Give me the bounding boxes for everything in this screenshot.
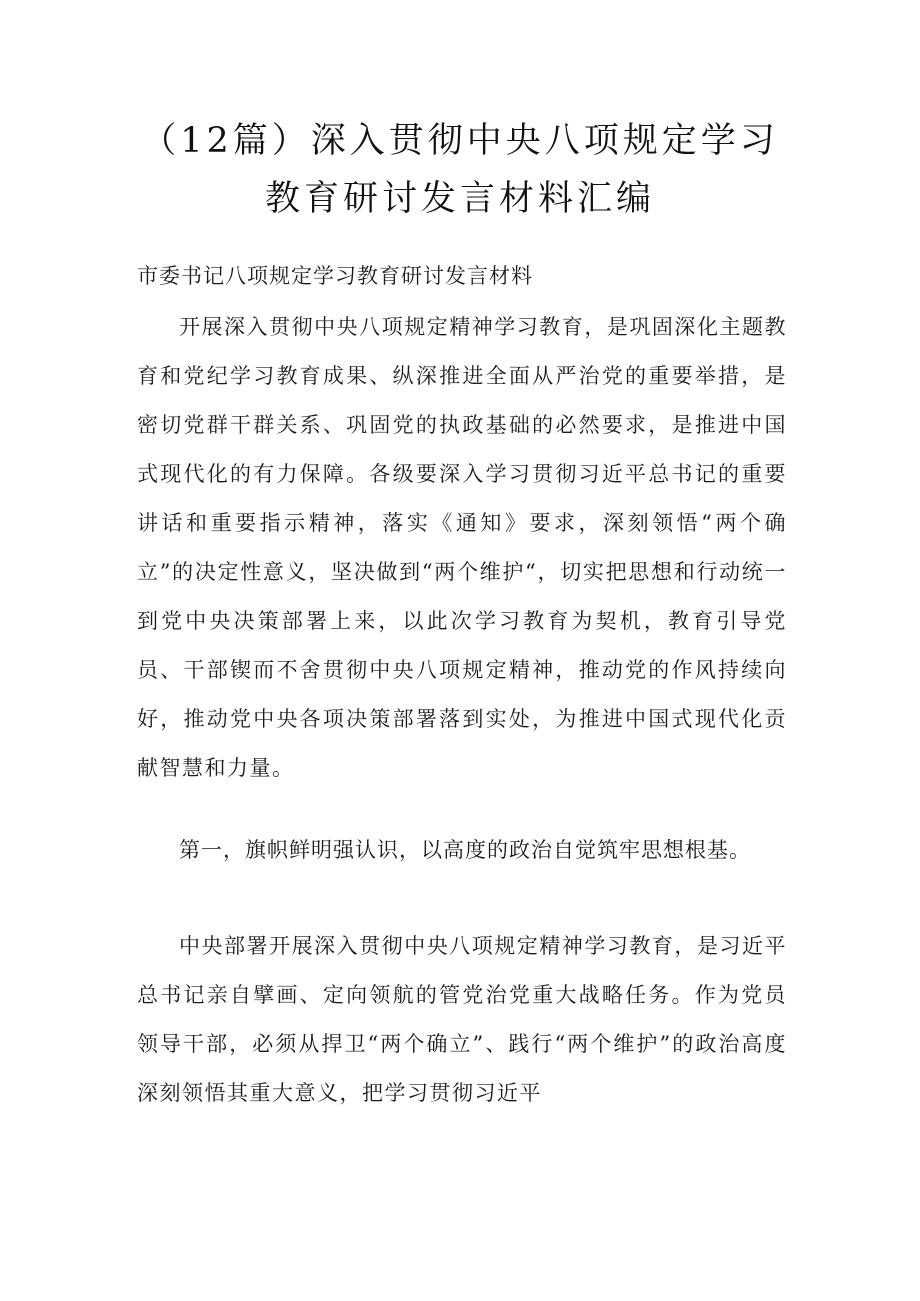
paragraph-section-heading: 第一，旗帜鲜明强认识，以高度的政治自觉筑牢思想根基。	[179, 838, 751, 862]
paragraph-intro: 开展深入贯彻中央八项规定精神学习教育，是巩固深化主题教育和党纪学习教育成果、纵深推进全面从严治党的重要举措，是密切党群干群关系、巩固党的执政基础的必然要求，是推进中国式现代化的有力保障。各级要深入学习贯彻习近平总书记的重要讲话和重要指示精神，落实《通知》要求，深刻领悟“两个确立”的决定性意义，坚决做到“两个维护“，切实把思想和行动统一到党中央决策部署上来，以此次学习教育为契机，教育引导党员、干部锲而不舍贯彻中央八项规定精神，推动党的作风持续向好，推动党中央各项决策部署落到实处，为推进中国式现代化贡献智慧和力量。	[137, 315, 787, 780]
paragraph-body: 中央部署开展深入贯彻中央八项规定精神学习教育，是习近平总书记亲自擘画、定向领航的管党治党重大战略任务。作为党员领导干部，必须从捍卫“两个确立”、践行“两个维护”的政治高度深刻领悟其重大意义，把学习贯彻习近平	[137, 934, 787, 1105]
document-title: （12篇）深入贯彻中央八项规定学习教育研讨发言材料汇编	[141, 121, 779, 219]
document-subtitle: 市委书记八项规定学习教育研讨发言材料	[137, 264, 533, 288]
